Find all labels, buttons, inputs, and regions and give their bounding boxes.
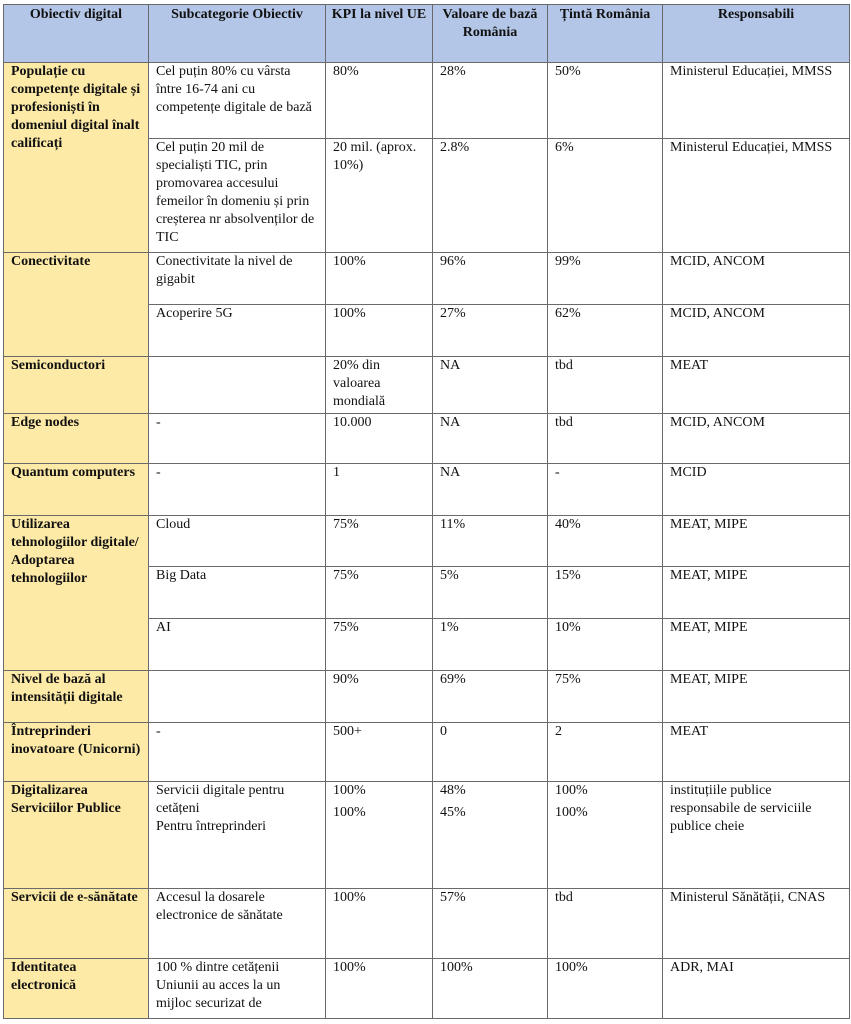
target-line: 100% (555, 783, 588, 798)
subcategory-cell: Acoperire 5G (149, 305, 326, 357)
target-cell: 40% (548, 516, 663, 567)
kpi-cell: 100% (326, 253, 433, 305)
header-subcategorie: Subcategorie Obiectiv (149, 5, 326, 63)
baseline-cell: 0 (433, 723, 548, 782)
responsible-cell: MEAT, MIPE (663, 671, 850, 723)
kpi-cell: 20% din valoarea mondială (326, 357, 433, 414)
objective-cell: Întreprinderi inovatoare (Unicorni) (4, 723, 149, 782)
target-cell: 99% (548, 253, 663, 305)
subcategory-cell: - (149, 464, 326, 516)
kpi-cell: 75% (326, 567, 433, 619)
table-row (4, 959, 850, 1019)
table-row (4, 464, 850, 516)
kpi-cell: 100% (326, 959, 433, 1019)
kpi-cell: 100% (326, 889, 433, 959)
target-cell: 10% (548, 619, 663, 671)
objective-cell: Utilizarea tehnologiilor digitale/ Adoptarea tehnologiilor (4, 516, 149, 671)
objective-cell: Populație cu competențe digitale și profesioniști în domeniul digital înalt calificați (4, 63, 149, 253)
digital-objectives-table (3, 4, 850, 1019)
responsible-cell: ADR, MAI (663, 959, 850, 1019)
kpi-line: 100% (333, 783, 366, 798)
table-row (4, 889, 850, 959)
subcategory-line: Pentru întreprinderi (156, 819, 267, 834)
baseline-cell: 69% (433, 671, 548, 723)
objective-cell: Quantum computers (4, 464, 149, 516)
kpi-cell: 75% (326, 516, 433, 567)
subcategory-cell: - (149, 723, 326, 782)
baseline-cell: 1% (433, 619, 548, 671)
baseline-cell: 5% (433, 567, 548, 619)
kpi-cell (326, 782, 433, 889)
subcategory-cell: Big Data (149, 567, 326, 619)
responsible-cell: Ministerul Educației, MMSS (663, 139, 850, 253)
baseline-cell: 100% (433, 959, 548, 1019)
table-row (4, 414, 850, 464)
target-cell: 15% (548, 567, 663, 619)
target-line: 100% (555, 805, 588, 820)
responsible-cell: MCID, ANCOM (663, 253, 850, 305)
subcategory-cell (149, 782, 326, 889)
header-row (4, 5, 850, 63)
responsible-cell: MEAT, MIPE (663, 567, 850, 619)
table-row (4, 63, 850, 139)
responsible-cell: Ministerul Educației, MMSS (663, 63, 850, 139)
target-cell: - (548, 464, 663, 516)
target-cell: 75% (548, 671, 663, 723)
table-row (4, 671, 850, 723)
header-obiectiv: Obiectiv digital (4, 5, 149, 63)
subcategory-cell: - (149, 414, 326, 464)
table-row (4, 357, 850, 414)
target-cell: tbd (548, 889, 663, 959)
objective-cell: Nivel de bază al intensității digitale (4, 671, 149, 723)
kpi-cell: 100% (326, 305, 433, 357)
objective-cell: Digitalizarea Serviciilor Publice (4, 782, 149, 889)
responsible-cell: MCID, ANCOM (663, 414, 850, 464)
kpi-cell: 80% (326, 63, 433, 139)
target-cell: 100% (548, 959, 663, 1019)
responsible-cell: MEAT, MIPE (663, 619, 850, 671)
target-cell: tbd (548, 414, 663, 464)
objective-cell: Servicii de e-sănătate (4, 889, 149, 959)
header-tinta: Țintă România (548, 5, 663, 63)
target-cell (548, 782, 663, 889)
baseline-cell: 28% (433, 63, 548, 139)
responsible-cell: MCID (663, 464, 850, 516)
kpi-cell: 20 mil. (aprox. 10%) (326, 139, 433, 253)
table-row (4, 723, 850, 782)
header-baza: Valoare de bază România (433, 5, 548, 63)
subcategory-cell: Conectivitate la nivel de gigabit (149, 253, 326, 305)
baseline-cell: NA (433, 357, 548, 414)
subcategory-cell: Cel puțin 20 mil de specialiști TIC, prin promovarea accesului femeilor în domeniu și prin creșterea nr absolvenților de TIC (149, 139, 326, 253)
subcategory-cell: Cloud (149, 516, 326, 567)
baseline-cell (433, 782, 548, 889)
subcategory-cell: Cel puțin 80% cu vârsta între 16-74 ani cu competențe digitale de bază (149, 63, 326, 139)
target-cell: tbd (548, 357, 663, 414)
table-row (4, 782, 850, 889)
baseline-line: 48% (440, 783, 466, 798)
baseline-cell: NA (433, 464, 548, 516)
target-cell: 50% (548, 63, 663, 139)
objective-cell: Edge nodes (4, 414, 149, 464)
objective-cell: Conectivitate (4, 253, 149, 357)
subcategory-cell (149, 671, 326, 723)
baseline-line: 45% (440, 805, 466, 820)
responsible-cell: instituțiile publice responsabile de serviciile publice cheie (663, 782, 850, 889)
baseline-cell: NA (433, 414, 548, 464)
kpi-line: 100% (333, 805, 366, 820)
subcategory-line: Servicii digitale pentru cetățeni (156, 783, 285, 816)
baseline-cell: 27% (433, 305, 548, 357)
baseline-cell: 96% (433, 253, 548, 305)
objective-cell: Identitatea electronică (4, 959, 149, 1019)
subcategory-cell: Accesul la dosarele electronice de sănătate (149, 889, 326, 959)
baseline-cell: 2.8% (433, 139, 548, 253)
header-responsabili: Responsabili (663, 5, 850, 63)
header-kpi: KPI la nivel UE (326, 5, 433, 63)
kpi-cell: 500+ (326, 723, 433, 782)
responsible-cell: MCID, ANCOM (663, 305, 850, 357)
subcategory-cell: 100 % dintre cetățenii Uniunii au acces la un mijloc securizat de (149, 959, 326, 1019)
kpi-cell: 1 (326, 464, 433, 516)
responsible-cell: Ministerul Sănătății, CNAS (663, 889, 850, 959)
kpi-cell: 90% (326, 671, 433, 723)
baseline-cell: 57% (433, 889, 548, 959)
target-cell: 6% (548, 139, 663, 253)
table-row (4, 253, 850, 305)
objective-cell: Semiconductori (4, 357, 149, 414)
kpi-cell: 10.000 (326, 414, 433, 464)
baseline-cell: 11% (433, 516, 548, 567)
subcategory-cell (149, 357, 326, 414)
responsible-cell: MEAT, MIPE (663, 516, 850, 567)
responsible-cell: MEAT (663, 357, 850, 414)
subcategory-cell: AI (149, 619, 326, 671)
target-cell: 2 (548, 723, 663, 782)
kpi-cell: 75% (326, 619, 433, 671)
target-cell: 62% (548, 305, 663, 357)
table-row (4, 516, 850, 567)
responsible-cell: MEAT (663, 723, 850, 782)
